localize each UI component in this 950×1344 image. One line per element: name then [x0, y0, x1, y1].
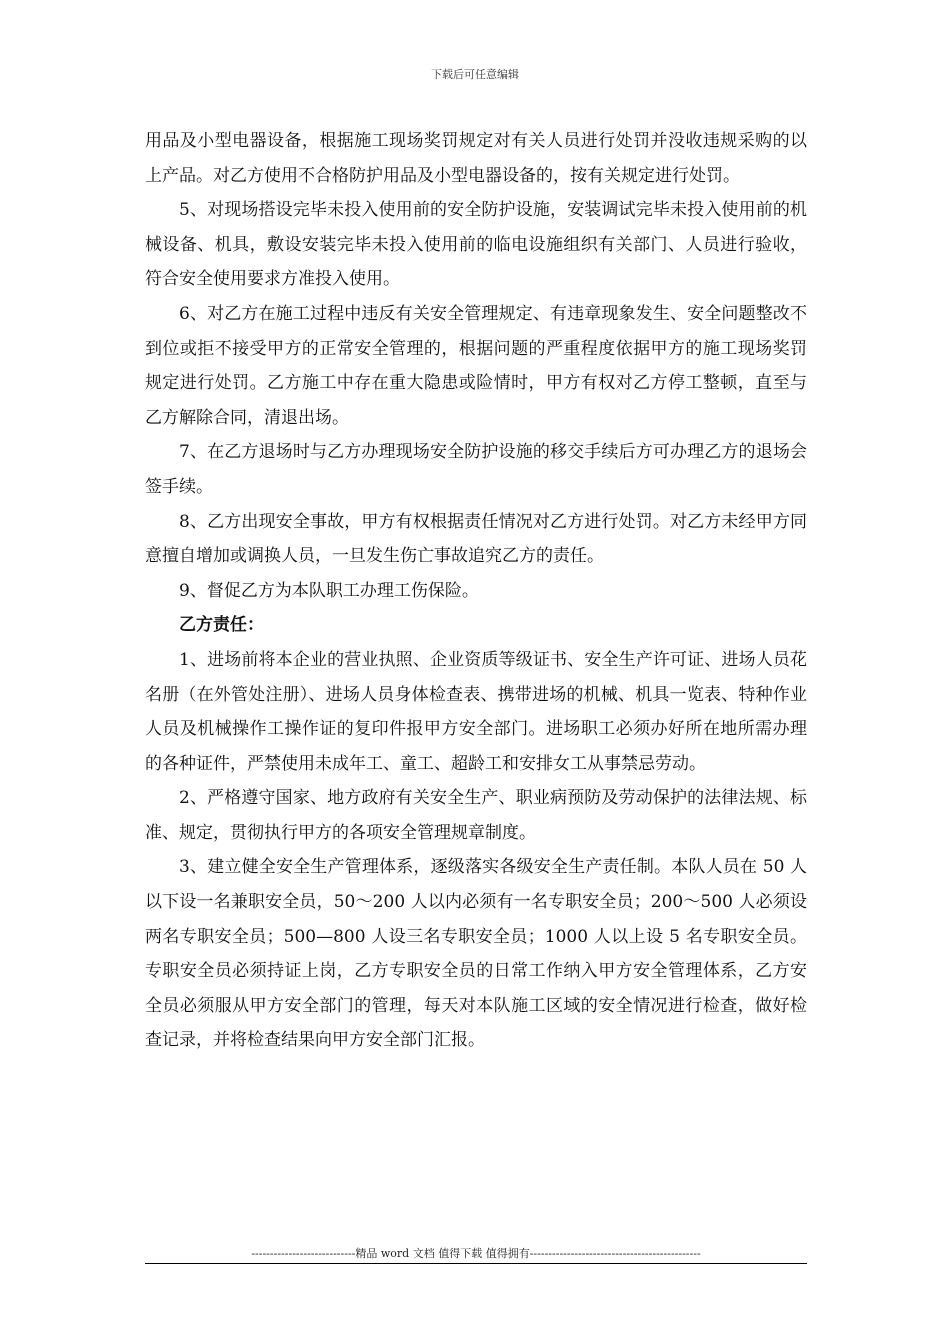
paragraph-item-7: 7、在乙方退场时与乙方办理现场安全防护设施的移交手续后方可办理乙方的退场会签手续。	[145, 442, 807, 497]
document-body	[145, 124, 807, 1058]
paragraph-item-6: 6、对乙方在施工过程中违反有关安全管理规定、有违章现象发生、安全问题整改不到位或拒不接受甲方的正常安全管理的，根据问题的严重程度依据甲方的施工现场奖罚规定进行处罚。乙方施工中存在重大隐患或险情时，甲方有权对乙方停工整顿，直至与乙方解除合同，清退出场。	[145, 303, 807, 428]
paragraph-item-5: 5、对现场搭设完毕未投入使用前的安全防护设施，安装调试完毕未投入使用前的机械设备、机具，敷设安装完毕未投入使用前的临电设施组织有关部门、人员进行验收，符合安全使用要求方准投入使用。	[145, 200, 807, 290]
paragraph-b-item-3: 3、建立健全安全生产管理体系，逐级落实各级安全生产责任制。本队人员在 50 人以下设一名兼职安全员，50～200 人以内必须有一名专职安全员；200～500 人必须设两名专职安全员；500—800 人设三名专职安全员；1000 人以上设 5 名专职安全员。专职安全员必须持证上岗，乙方专职安全员的日常工作纳入甲方安全管理体系，乙方安全员必须服从甲方安全部门的管理，每天对本队施工区域的安全情况进行检查，做好检查记录，并将检查结果向甲方安全部门汇报。	[145, 857, 808, 1051]
paragraph-item-8: 8、乙方出现安全事故，甲方有权根据责任情况对乙方进行处罚。对乙方未经甲方同意擅自增加或调换人员，一旦发生伤亡事故追究乙方的责任。	[145, 511, 807, 567]
paragraph-b-item-2: 2、严格遵守国家、地方政府有关安全生产、职业病预防及劳动保护的法律法规、标准、规定，贯彻执行甲方的各项安全管理规章制度。	[145, 788, 807, 843]
paragraph-item-9: 9、督促乙方为本队职工办理工伤保险。	[179, 580, 479, 601]
page-footer: ----------------------------精品 word 文档 值得下载 值得拥有----------------------------------------------	[251, 1247, 701, 1260]
paragraph-b-item-1: 1、进场前将本企业的营业执照、企业资质等级证书、安全生产许可证、进场人员花名册（在外管处注册）、进场人员身体检查表、携带进场的机械、机具一览表、特种作业人员及机械操作工操作证的复印件报甲方安全部门。进场职工必须办好所在地所需办理的各种证件，严禁使用未成年工、童工、超龄工和安排女工从事禁忌劳动。	[145, 649, 807, 774]
footer-divider	[145, 1263, 807, 1264]
paragraph-continuation: 用品及小型电器设备，根据施工现场奖罚规定对有关人员进行处罚并没收违规采购的以上产品。对乙方使用不合格防护用品及小型电器设备的，按有关规定进行处罚。	[145, 131, 807, 186]
section-heading: 乙方责任：	[179, 615, 264, 636]
page-header: 下载后可任意编辑	[431, 68, 519, 81]
